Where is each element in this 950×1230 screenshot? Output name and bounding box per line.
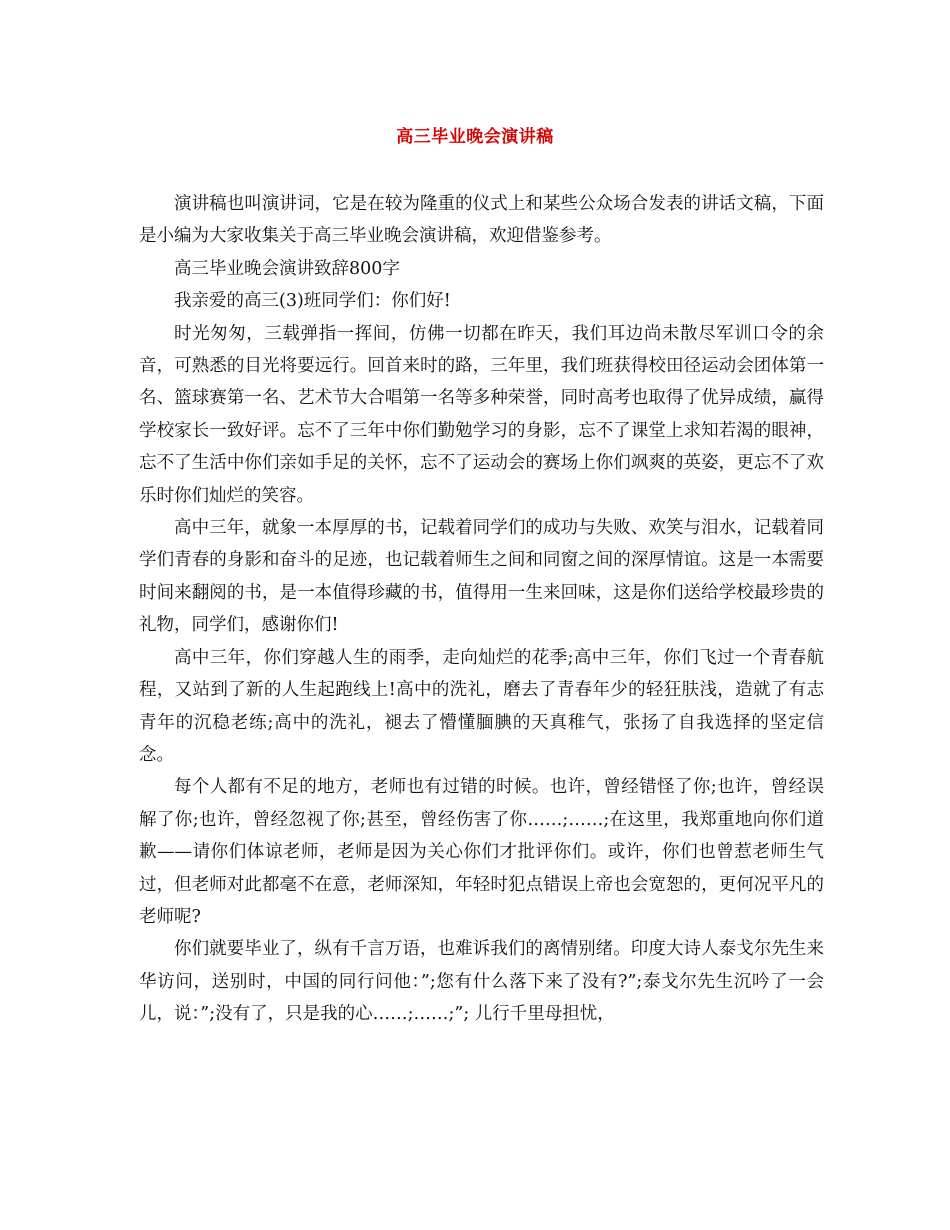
paragraph-greeting: 我亲爱的高三(3)班同学们：你们好!: [174, 291, 451, 312]
paragraph: 高中三年，你们穿越人生的雨季，走向灿烂的花季;高中三年，你们飞过一个青春航程，又站到了新的人生起跑线上!高中的洗礼，磨去了青春年少的轻狂肤浅，造就了有志青年的沉稳老练;高中的洗礼，褪去了懵懂腼腆的天真稚气，张扬了自我选择的坚定信念。: [139, 647, 824, 765]
paragraph-subtitle: 高三毕业晚会演讲致辞800字: [174, 258, 400, 279]
paragraph: 高中三年，就象一本厚厚的书，记载着同学们的成功与失败、欢笑与泪水，记载着同学们青春的身影和奋斗的足迹，也记载着师生之间和同窗之间的深厚情谊。这是一本需要时间来翻阅的书，是一本值得珍藏的书，值得用一生来回味，这是你们送给学校最珍贵的礼物，同学们，感谢你们!: [139, 518, 824, 636]
document-body: [139, 188, 824, 1031]
paragraph: 你们就要毕业了，纵有千言万语，也难诉我们的离情别绪。印度大诗人泰戈尔先生来华访问，送别时，中国的同行问他：”;您有什么落下来了没有?”;泰戈尔先生沉吟了一会儿，说：”;没有了，只是我的心……;……;”; 儿行千里母担忧，: [139, 939, 824, 1025]
document-title: 高三毕业晚会演讲稿: [396, 127, 554, 147]
paragraph: 时光匆匆，三载弹指一挥间，仿佛一切都在昨天，我们耳边尚未散尽军训口令的余音，可熟悉的目光将要远行。回首来时的路，三年里，我们班获得校田径运动会团体第一名、篮球赛第一名、艺术节大合唱第一名等多种荣誉，同时高考也取得了优异成绩，赢得学校家长一致好评。忘不了三年中你们勤勉学习的身影，忘不了课堂上求知若渴的眼神，忘不了生活中你们亲如手足的关怀，忘不了运动会的赛场上你们飒爽的英姿，更忘不了欢乐时你们灿烂的笑容。: [139, 323, 824, 506]
paragraph: 每个人都有不足的地方，老师也有过错的时候。也许，曾经错怪了你;也许，曾经误解了你;也许，曾经忽视了你;甚至，曾经伤害了你……;……;在这里，我郑重地向你们道歉——请你们体谅老师，老师是因为关心你们才批评你们。或许，你们也曾惹老师生气过，但老师对此都毫不在意，老师深知，年轻时犯点错误上帝也会宽恕的，更何况平凡的老师呢?: [139, 777, 824, 927]
paragraph-intro: 演讲稿也叫演讲词，它是在较为隆重的仪式上和某些公众场合发表的讲话文稿，下面是小编为大家收集关于高三毕业晚会演讲稿，欢迎借鉴参考。: [139, 194, 824, 247]
